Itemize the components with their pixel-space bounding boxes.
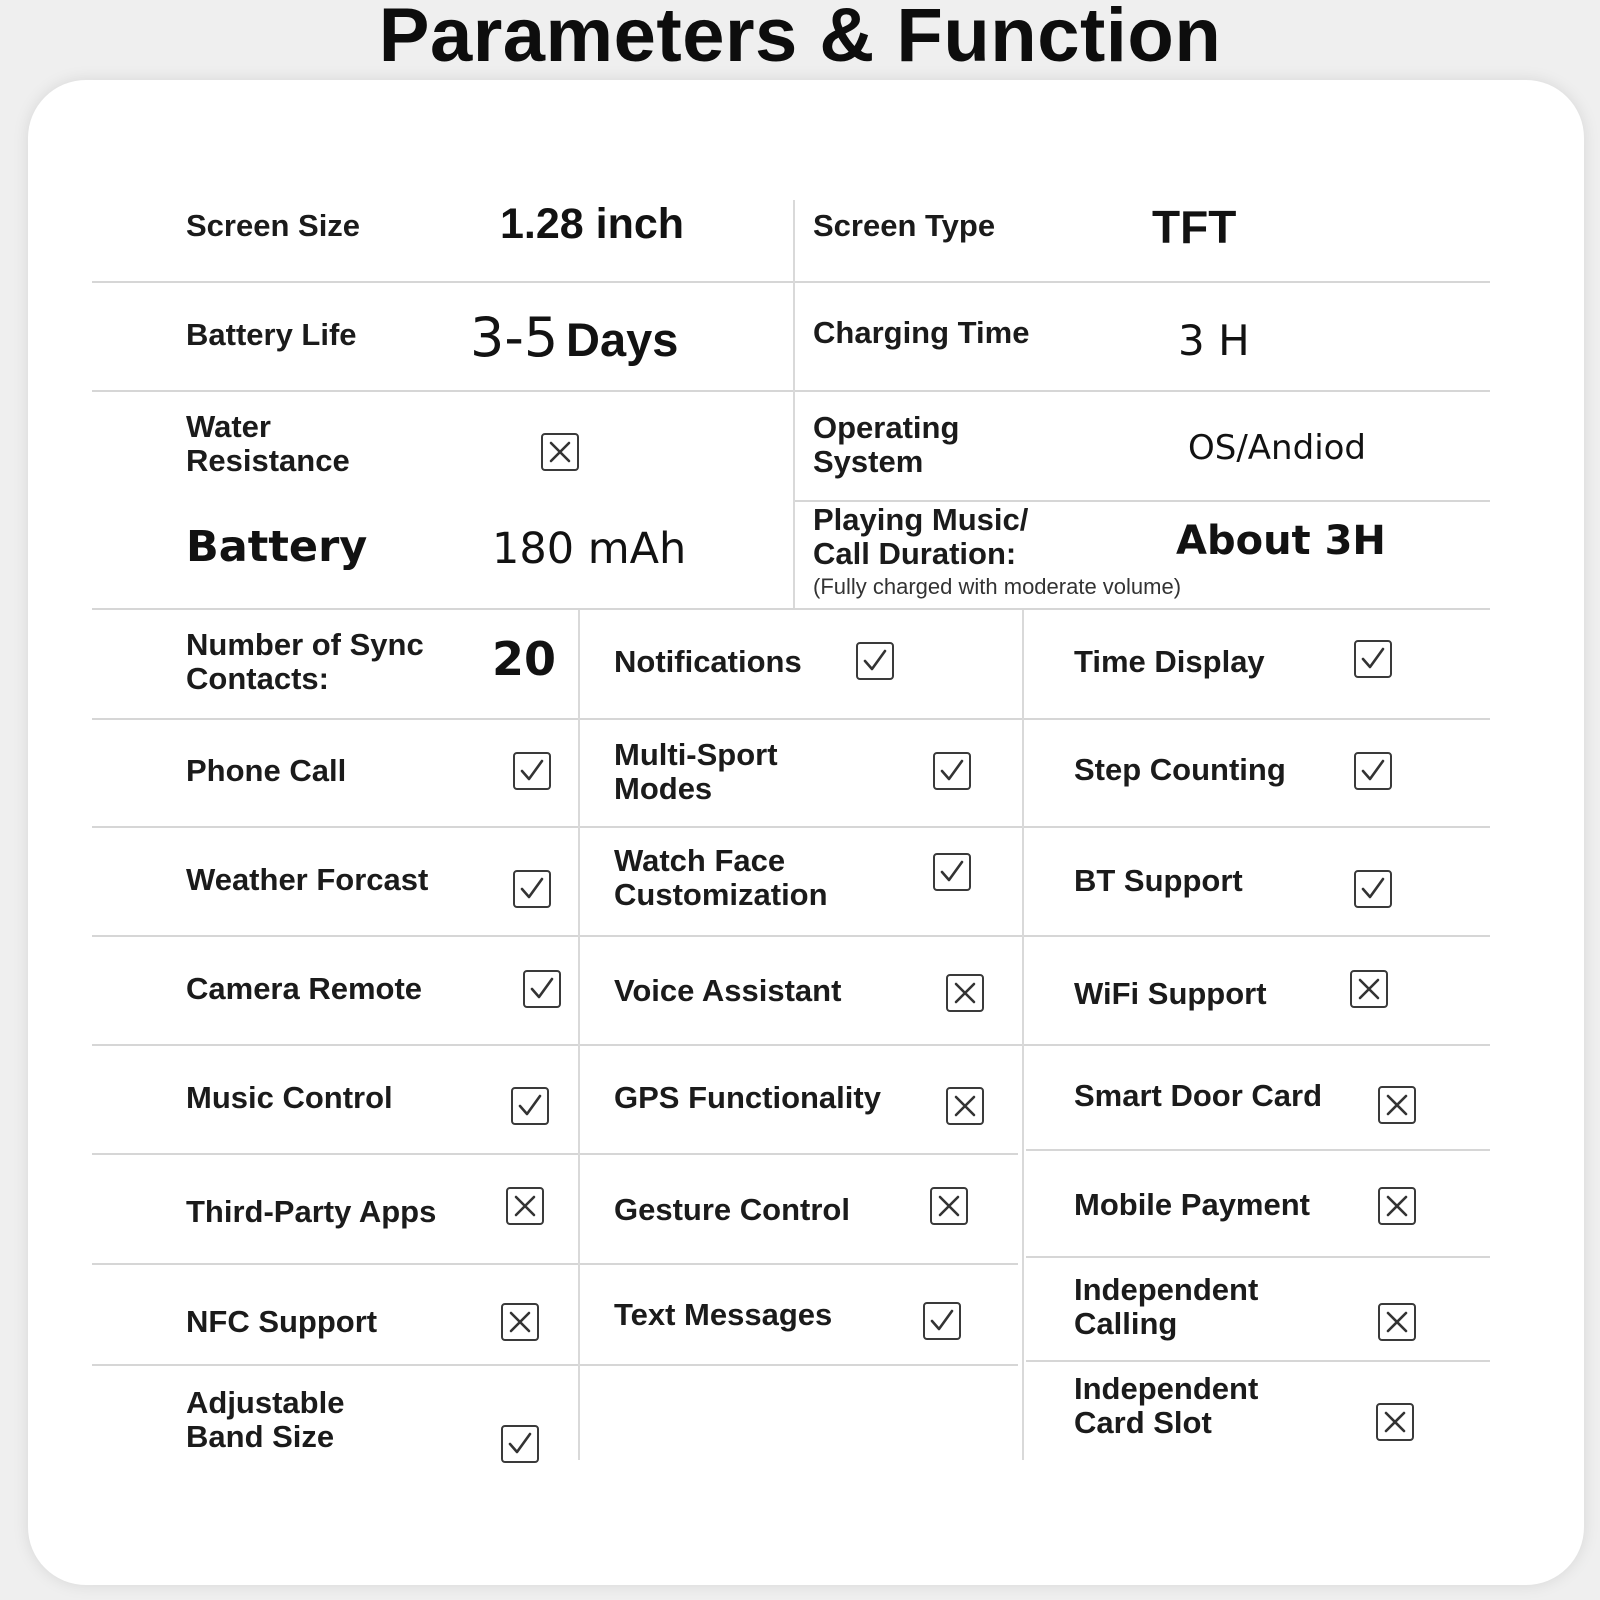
battery-value: 180 mAh <box>492 524 687 574</box>
gps-cross-icon <box>946 1087 984 1125</box>
multi-sport-label-line1: Multi-Sport <box>614 737 778 772</box>
independent-card-slot-label <box>1074 1372 1258 1440</box>
row-divider <box>1026 1360 1490 1362</box>
step-counting-check-icon <box>1354 752 1392 790</box>
music-call-label-line1: Playing Music/ <box>813 502 1029 537</box>
operating-system-label-line2: System <box>813 444 924 480</box>
gesture-control-cross-icon <box>930 1187 968 1225</box>
voice-assistant-cross-icon <box>946 974 984 1012</box>
row-divider <box>92 281 1490 283</box>
watch-face-label-line1: Watch Face <box>614 843 786 878</box>
smart-door-card-cross-icon <box>1378 1086 1416 1124</box>
water-resistance-label-line2: Resistance <box>186 443 350 479</box>
battery-label: Battery <box>186 522 368 572</box>
phone-call-check-icon <box>513 752 551 790</box>
independent-calling-label-line1: Independent <box>1074 1272 1259 1307</box>
row-divider <box>92 1044 1490 1046</box>
adjustable-band-label-line2: Band Size <box>186 1419 335 1455</box>
screen-type-label: Screen Type <box>813 208 996 243</box>
adjustable-band-label <box>186 1386 344 1454</box>
mobile-payment-cross-icon <box>1378 1187 1416 1225</box>
operating-system-label <box>813 411 959 479</box>
multi-sport-check-icon <box>933 752 971 790</box>
smart-door-card-label: Smart Door Card <box>1074 1078 1323 1113</box>
multi-sport-label <box>614 738 778 806</box>
independent-card-slot-label-line2: Card Slot <box>1074 1405 1212 1441</box>
watch-face-check-icon <box>933 853 971 891</box>
weather-forcast-label: Weather Forcast <box>186 862 429 897</box>
row-divider <box>92 1263 1018 1265</box>
independent-calling-label <box>1074 1273 1258 1341</box>
sync-contacts-label-line2: Contacts: <box>186 661 329 697</box>
water-resistance-label-line1: Water <box>186 409 271 444</box>
wifi-support-label: WiFi Support <box>1074 976 1267 1011</box>
time-display-check-icon <box>1354 640 1392 678</box>
sync-contacts-label <box>186 628 424 696</box>
sync-contacts-value: 20 <box>492 632 557 686</box>
third-party-apps-cross-icon <box>506 1187 544 1225</box>
adjustable-band-check-icon <box>501 1425 539 1463</box>
music-control-label: Music Control <box>186 1080 393 1115</box>
bt-support-label: BT Support <box>1074 863 1243 898</box>
nfc-support-cross-icon <box>501 1303 539 1341</box>
music-call-note: (Fully charged with moderate volume) <box>813 574 1182 599</box>
text-messages-label: Text Messages <box>614 1297 833 1332</box>
row-divider <box>92 608 1490 610</box>
row-divider <box>1026 1256 1490 1258</box>
sync-contacts-label-line1: Number of Sync <box>186 627 424 662</box>
nfc-support-label: NFC Support <box>186 1304 378 1339</box>
voice-assistant-label: Voice Assistant <box>614 973 842 1008</box>
gps-label: GPS Functionality <box>614 1080 881 1115</box>
column-divider <box>578 610 580 1460</box>
operating-system-label-line1: Operating <box>813 410 960 445</box>
row-divider <box>92 718 1490 720</box>
notifications-label: Notifications <box>614 644 802 679</box>
multi-sport-label-line2: Modes <box>614 771 713 807</box>
row-divider <box>92 935 1490 937</box>
water-resistance-label <box>186 410 350 478</box>
text-messages-check-icon <box>923 1302 961 1340</box>
watch-face-label-line2: Customization <box>614 877 828 913</box>
screen-size-value: 1.28 inch <box>500 200 685 248</box>
independent-calling-cross-icon <box>1378 1303 1416 1341</box>
mobile-payment-label: Mobile Payment <box>1074 1187 1310 1222</box>
row-divider <box>92 826 1490 828</box>
column-divider <box>793 200 795 608</box>
independent-card-slot-label-line1: Independent <box>1074 1371 1259 1406</box>
battery-life-value-unit: Days <box>566 313 679 366</box>
row-divider <box>1026 1149 1490 1151</box>
independent-card-slot-cross-icon <box>1376 1403 1414 1441</box>
water-resistance-cross-icon <box>541 433 579 471</box>
column-divider <box>1022 610 1024 1460</box>
battery-life-value-number: 3-5 <box>470 306 559 369</box>
battery-life-label: Battery Life <box>186 317 357 352</box>
watch-face-label <box>614 844 828 912</box>
music-call-label-line2: Call Duration: <box>813 536 1017 572</box>
page-title: Parameters & Function <box>378 0 1222 78</box>
music-call-value: About 3H <box>1176 518 1386 564</box>
charging-time-value: 3 H <box>1178 316 1250 365</box>
gesture-control-label: Gesture Control <box>614 1192 850 1227</box>
third-party-apps-label: Third-Party Apps <box>186 1194 437 1229</box>
time-display-label: Time Display <box>1074 644 1265 679</box>
row-divider <box>92 390 1490 392</box>
row-divider <box>92 1153 1018 1155</box>
music-control-check-icon <box>511 1087 549 1125</box>
screen-type-value: TFT <box>1152 201 1237 253</box>
camera-remote-label: Camera Remote <box>186 971 423 1006</box>
adjustable-band-label-line1: Adjustable <box>186 1385 345 1420</box>
phone-call-label: Phone Call <box>186 753 347 788</box>
camera-remote-check-icon <box>523 970 561 1008</box>
independent-calling-label-line2: Calling <box>1074 1306 1178 1342</box>
music-call-label <box>813 503 1028 571</box>
weather-forcast-check-icon <box>513 870 551 908</box>
row-divider <box>92 1364 1018 1366</box>
notifications-check-icon <box>856 642 894 680</box>
charging-time-label: Charging Time <box>813 315 1030 350</box>
bt-support-check-icon <box>1354 870 1392 908</box>
operating-system-value: OS/Andiod <box>1188 428 1367 468</box>
screen-size-label: Screen Size <box>186 208 361 243</box>
step-counting-label: Step Counting <box>1074 752 1286 787</box>
wifi-support-cross-icon <box>1350 970 1388 1008</box>
